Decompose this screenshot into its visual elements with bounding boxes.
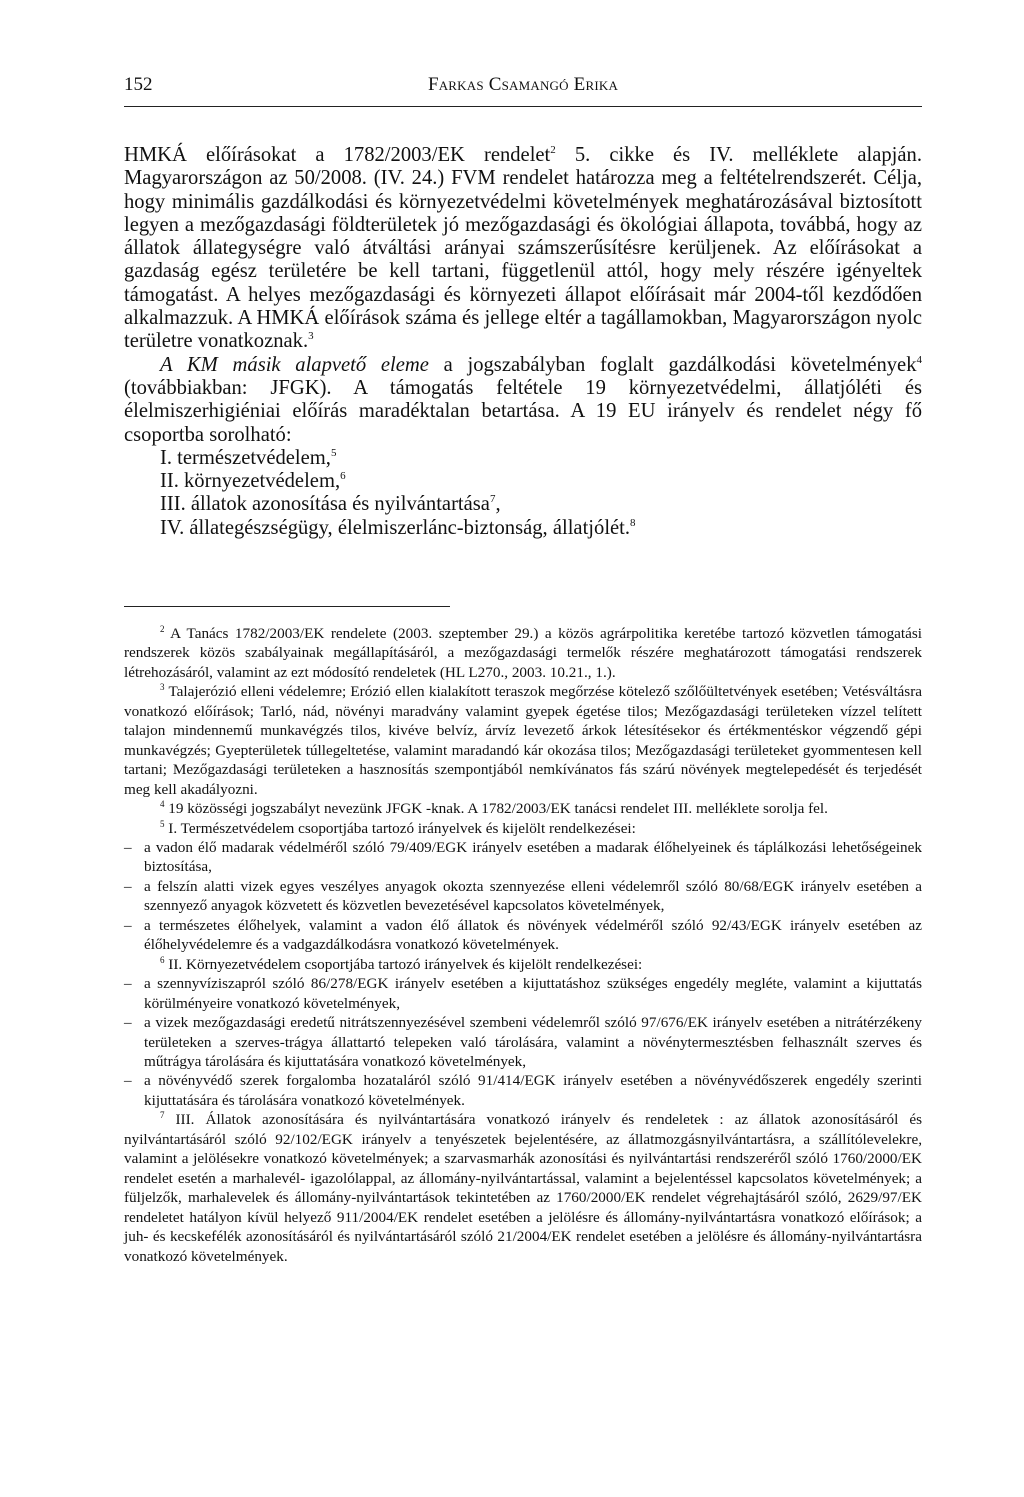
footnote-5 bbox=[124, 819, 922, 838]
running-head bbox=[124, 74, 922, 96]
footnote-5-item bbox=[124, 877, 922, 916]
footnote-5-item bbox=[124, 838, 922, 877]
footnote-text: III. Állatok azonosítására és nyilvántartására vonatkozó irányelv és rendeletek : az állatok azonosításáról és nyilvántartásáról szóló 92/102/EGK irányelv a tenyészetek bejelentésére, az állatmozgásnyilvántartásra, a szállítólevelekre, valamint a jelölésekre vonatkozó követelmények; a szarvasmarhák azonosítási és nyilvántartási rendszeréről szóló 1760/2000/EK rendelet esetén a marhalevél- igazolólappal, az állomány-nyilvántartással, valamint a bejelentéssel kapcsolatos követelmények; a füljelzők, marhalevelek és állomány-nyilvántartások tekintetében az 1760/2000/EK rendelet végrehajtásáról szóló, 2629/97/EK rendeletet hatályon kívül helyező 911/2004/EK rendelet esetében a jelölésre és állomány-nyilvántartásra vonatkozó előírások; a juh- és kecskefélék azonosításáról és nyilvántartásáról szóló 21/2004/EK rendelet esetében a jelölésre és állomány-nyilvántartásra vonatkozó követelmények. bbox=[124, 1111, 922, 1265]
footnote-6-item bbox=[124, 1071, 922, 1110]
footnotes bbox=[124, 624, 922, 1266]
footnote-number: 3 bbox=[160, 682, 165, 693]
footnote-ref-2: 2 bbox=[550, 144, 556, 156]
dash-mark: – bbox=[124, 1014, 132, 1032]
list-item-text: IV. állategészségügy, élelmiszerlánc-biztonság, állatjólét. bbox=[160, 516, 631, 539]
list-item bbox=[160, 447, 922, 470]
footnote-item-text: a felszín alatti vizek egyes veszélyes anyagok okozta szennyezése elleni védelemről szóló 80/68/EGK irányelv esetében a szennyező anyagok közvetett és közvetlen bevezetésével kapcsolatos követelmények, bbox=[144, 877, 922, 915]
list-item-text: III. állatok azonosítása és nyilvántartása bbox=[160, 493, 490, 516]
footnote-6-item bbox=[124, 1013, 922, 1071]
footnote-item-text: a növényvédő szerek forgalomba hozataláról szóló 91/414/EGK irányelv esetében a növényvédőszerek engedély szerinti kijuttatására és tárolására vonatkozó követelmények. bbox=[144, 1072, 922, 1109]
header-rule bbox=[124, 106, 922, 107]
footnote-7 bbox=[124, 1110, 922, 1266]
paragraph-jfgk-text-b: (továbbiakban: JFGK). A támogatás feltétele 19 környezetvédelmi, állatjóléti és élelmiszerhigiéniai előírás maradéktalan betartása. A 19 EU irányelv és rendelet négy fő csoportba sorolható: bbox=[124, 376, 922, 446]
dash-mark: – bbox=[124, 975, 132, 993]
footnote-number: 5 bbox=[160, 818, 165, 829]
footnote-number: 6 bbox=[160, 954, 165, 965]
footnote-ref-8: 8 bbox=[630, 516, 636, 529]
paragraph-jfgk bbox=[124, 354, 922, 447]
category-list bbox=[160, 447, 922, 540]
footnote-text: II. Környezetvédelem csoportjába tartozó irányelvek és kijelölt rendelkezései: bbox=[164, 955, 643, 973]
dash-mark: – bbox=[124, 916, 132, 934]
footnote-4 bbox=[124, 799, 922, 818]
footnote-ref-4: 4 bbox=[916, 353, 922, 366]
footnote-ref-3: 3 bbox=[308, 330, 314, 343]
footnote-text: Talajerózió elleni védelemre; Erózió ellen kialakított teraszok megőrzése kötelező szőlőültetvények esetében; Vetésváltásra vonatkozó előírások; Tarló, nád, növényi maradvány valamint gyepek égetése tilos; Mezőgazdasági területeken vízzel telített talajon mindennemű munkavégzés tilos, kivéve belvíz, árvíz levezető árkok létesítésekor és értékmentéskor végzendő gépi munkavégzés; Gyepterületek túllegeltetése, valamint maradandó kár okozása tilos; Mezőgazdasági területeket gyommentesen kell tartani; Mezőgazdasági területeken a hasznosítás szempontjából nemkívánatos fás szárú növények megtelepedését és terjedését meg kell akadályozni. bbox=[124, 683, 922, 798]
paragraph-hmka-text-a: HMKÁ előírásokat a 1782/2003/EK rendelet bbox=[124, 144, 551, 166]
page-header bbox=[124, 74, 922, 96]
list-item bbox=[160, 470, 922, 493]
footnote-rule bbox=[124, 606, 450, 607]
paragraph-hmka bbox=[124, 144, 922, 354]
footnote-6-item bbox=[124, 974, 922, 1013]
page-number: 152 bbox=[124, 74, 153, 95]
main-text bbox=[124, 144, 922, 540]
dash-mark: – bbox=[124, 877, 132, 895]
footnote-6 bbox=[124, 955, 922, 974]
footnote-text: I. Természetvédelem csoportjába tartozó irányelvek és kijelölt rendelkezései: bbox=[164, 819, 636, 837]
footnote-5-item bbox=[124, 916, 922, 955]
footnote-item-text: a vizek mezőgazdasági eredetű nitrátszennyezésével szembeni védelemről szóló 97/676/EK irányelv esetében a nitrátérzékeny területeken a szerves-trágya állattartó telepeken való tárolására, valamint a növénytermesztésben felhasznált szerves és műtrágya tárolására és kijuttatására vonatkozó követelmények, bbox=[144, 1014, 922, 1070]
list-item bbox=[160, 517, 922, 540]
footnote-item-text: a természetes élőhelyek, valamint a vadon élő állatok és növények védelméről szóló 92/43/EGK irányelv esetében az élőhelyvédelemre és a vadgazdálkodásra vonatkozó követelmények. bbox=[144, 916, 922, 954]
paragraph-hmka-text-b: 5. cikke és IV. melléklete alapján. Magyarországon az 50/2008. (IV. 24.) FVM rendelet határozza meg a feltételrendszerét. Célja, hogy minimális gazdálkodási és környezetvédelmi követelmények meghatározásával biztosított legyen a mezőgazdasági földterületek jó mezőgazdasági és ökológiai állapota, továbbá, hogy az állatok állategységre való átváltási arányai számszerűsítésre kerüljenek. Az előírásokat a gazdaság egész területére be kell tartani, függetlenül attól, hogy mely részére igényeltek támogatást. A helyes mezőgazdasági és környezeti állapot előírásait már 2004-től kezdődően alkalmazzuk. A HMKÁ előírások száma és jellege eltér a tagállamokban, Magyarországon nyolc területre vonatkoznak. bbox=[124, 144, 922, 353]
footnote-item-text: a szennyvíziszapról szóló 86/278/EGK irányelv esetében a kijuttatáshoz szükséges engedély megléte, valamint a kijuttatás körülményeire vonatkozó követelmények, bbox=[144, 975, 922, 1012]
list-item-text: I. természetvédelem, bbox=[160, 446, 331, 469]
list-item bbox=[160, 493, 922, 516]
list-item-tail: , bbox=[495, 493, 501, 516]
dash-mark: – bbox=[124, 838, 132, 856]
footnote-ref-5: 5 bbox=[330, 446, 337, 459]
footnote-number: 4 bbox=[160, 799, 165, 810]
footnote-item-text: a vadon élő madarak védelméről szóló 79/409/EGK irányelv esetében a madarak élőhelyeinek és táplálkozási lehetőségeinek biztosítása, bbox=[144, 838, 922, 876]
footnote-number: 2 bbox=[160, 624, 165, 634]
running-head-author: Farkas Csamangó Erika bbox=[427, 74, 619, 95]
footnote-ref-6: 6 bbox=[340, 470, 346, 483]
paragraph-jfgk-text-a: a jogszabályban foglalt gazdálkodási követelmények bbox=[428, 353, 917, 376]
paragraph-jfgk-italic: A KM másik alapvető eleme bbox=[160, 353, 429, 376]
footnote-text: 19 közösségi jogszabályt nevezünk JFGK -knak. A 1782/2003/EK tanácsi rendelet III. melléklete sorolja fel. bbox=[164, 800, 828, 818]
footnote-2 bbox=[124, 624, 922, 682]
footnote-3 bbox=[124, 682, 922, 799]
dash-mark: – bbox=[124, 1072, 132, 1090]
list-item-text: II. környezetvédelem, bbox=[160, 470, 341, 493]
footnote-number: 7 bbox=[160, 1110, 165, 1121]
footnote-ref-7: 7 bbox=[489, 493, 496, 506]
footnote-text: A Tanács 1782/2003/EK rendelete (2003. szeptember 29.) a közös agrárpolitika keretébe tartozó közvetlen támogatási rendszerek közös szabályainak megállapításáról, a mezőgazdasági termelők részére meghatározott támogatási rendszerek létrehozásáról, valamint az ezt módosító rendeletek (HL L270., 2003. 10.21., 1.). bbox=[124, 625, 922, 681]
